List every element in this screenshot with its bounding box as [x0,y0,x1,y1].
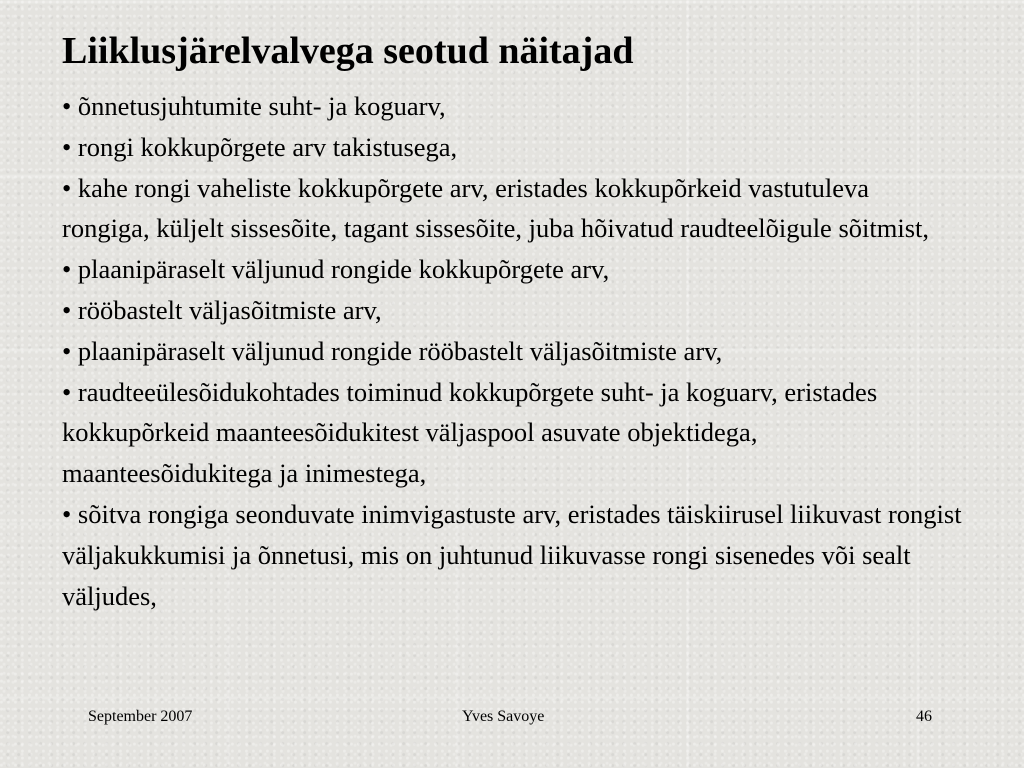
footer-page-number: 46 [916,708,932,725]
bullet-item: • õnnetusjuhtumite suht- ja koguarv, [62,91,446,121]
footer-author: Yves Savoye [462,708,545,725]
slide-title: Liiklusjärelvalvega seotud näitajad [62,30,634,72]
bullet-list [62,86,962,616]
bullet-item: • kahe rongi vaheliste kokkupõrgete arv, eristades kokkupõrkeid vastutuleva rongiga, küljelt sissesõite, tagant sissesõite, juba hõivatud raudteelõigule sõitmist, [62,172,930,244]
bullet-item: • rongi kokkupõrgete arv takistusega, [62,131,458,162]
footer-date: September 2007 [88,708,193,725]
bullet-item: • raudteeülesõidukohtades toiminud kokkupõrgete suht- ja koguarv, eristades kokkupõrkeid maanteesõidukitest väljaspool asuvate objektidega, maanteesõidukitega ja inimestega, [62,376,878,489]
bullet-item: • plaanipäraselt väljunud rongide kokkupõrgete arv, [62,254,610,285]
bullet-item: • rööbastelt väljasõitmiste arv, [62,294,382,325]
bullet-item: • sõitva rongiga seonduvate inimvigastuste arv, eristades täiskiirusel liikuvast rongist väljakukkumisi ja õnnetusi, mis on juhtunud liikuvasse rongi sisenedes või sealt väljudes, [62,498,962,611]
bullet-item: • plaanipäraselt väljunud rongide rööbastelt väljasõitmiste arv, [62,335,723,366]
